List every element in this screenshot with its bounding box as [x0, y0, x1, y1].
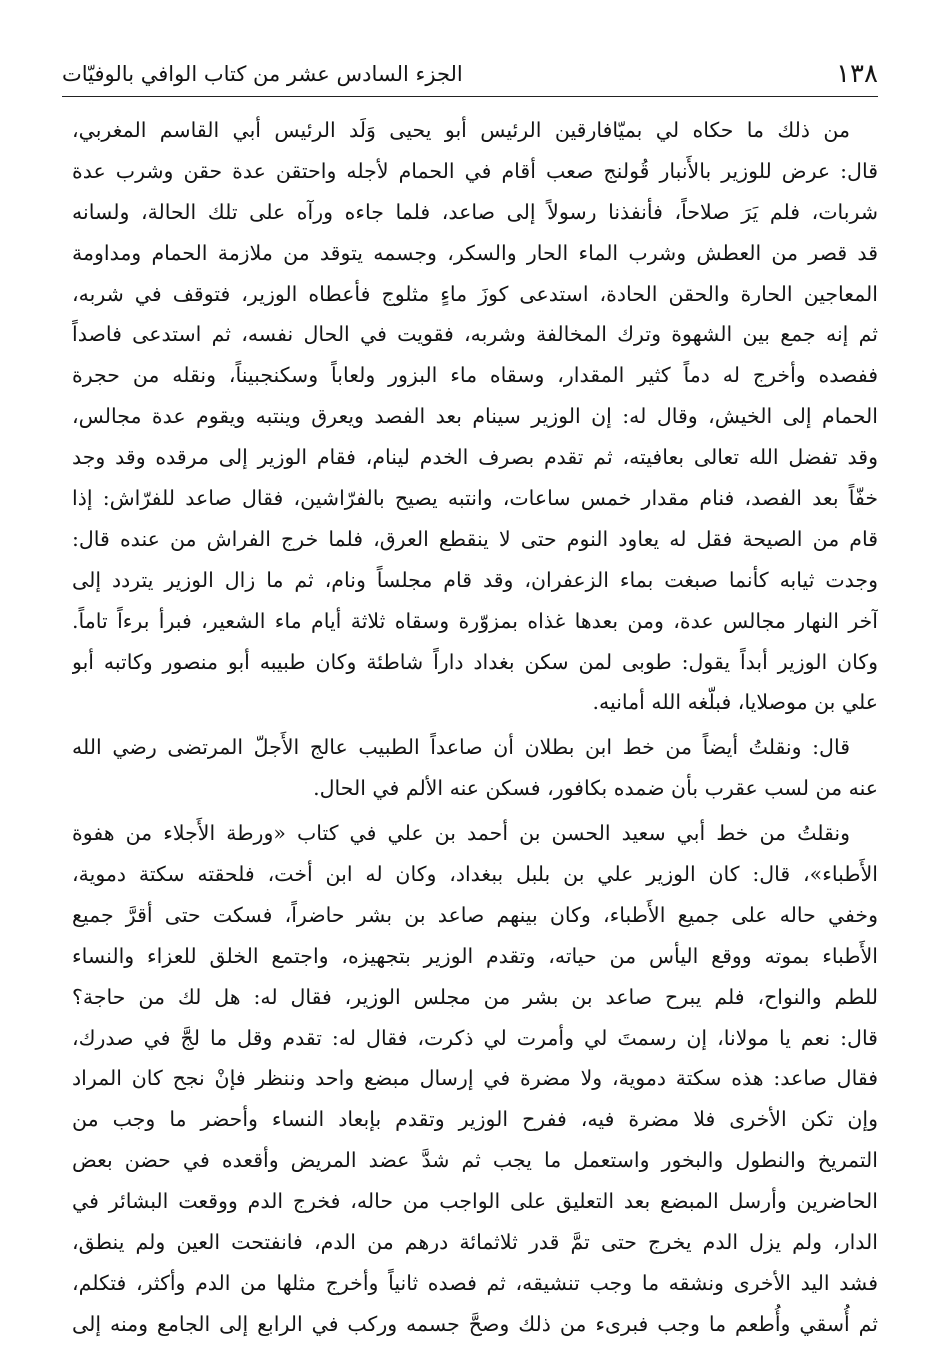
text-line: وخفي حاله على جميع الأَطباء، وكان بينهم صاعد بن بشر حاضراً، فسكت حتى أقرَّ جميع: [72, 902, 878, 927]
text-line: ونقلتُ من خط أبي سعيد الحسن بن أحمد بن علي في كتاب «ورطة الأَجلاء من هفوة: [72, 821, 850, 846]
text-line: الحمام إلى الخيش، وقال له: إن الوزير سينام بعد الفصد ويعرق وينتبه ويقوم عدة مجالس،: [72, 404, 878, 429]
paragraph-2: [72, 727, 878, 809]
text-line: قد قصر من العطش وشرب الماء الحار والسكر، وجسمه يتوقد من ملازمة الحمام ومداومة: [72, 240, 878, 265]
text-line: للطم والنواح، فلم يبرح صاعد بن بشر من مجلس الوزير، فقال له: هل لك من حاجة؟: [72, 984, 878, 1009]
text-line: من ذلك ما حكاه لي بميّافارقين الرئيس أبو يحيى وَلَد الرئيس أبي القاسم المغربي،: [72, 118, 850, 142]
paragraph-3: [72, 813, 878, 1345]
running-title: الجزء السادس عشر من كتاب الوافي بالوفيّات: [62, 62, 463, 86]
text-line: علي بن موصلايا، فبلّغه الله أمانيه.: [592, 690, 878, 715]
text-line: الحاضرين وأرسل المبضع بعد التعليق على الواجب من حاله، فخرج الدم ووقعت البشائر في: [72, 1189, 878, 1214]
text-line: وكان الوزير أبداً يقول: طوبى لمن سكن بغداد داراً شاطئة وكان طبيبه أبو منصور وكاتبه أبو: [72, 649, 878, 674]
text-line: فشد اليد الأخرى ونشقه ما وجب تنشيقه، ثم فصده ثانياً وأخرج مثلها من الدم وأكثر، فتكلم،: [72, 1270, 878, 1295]
text-line: خفّاً بعد الفصد، فنام مقدار خمس ساعات، وانتبه يصيح بالفرّاشين، فقال صاعد للفرّاش: إذا: [72, 486, 878, 511]
main-text: [72, 110, 878, 1345]
text-line: وإن تكن الأخرى فلا مضرة فيه، ففرح الوزير وتقدم بإبعاد النساء وأحضر ما وجب من: [72, 1107, 878, 1132]
running-header: [62, 52, 878, 97]
text-line: الأَطباء بموته ووقع اليأس من حياته، وتقدم الوزير بتجهيزه، واجتمع الخلق للعزاء والنساء: [72, 943, 878, 968]
text-line: قال: ونقلتُ أيضاً من خط ابن بطلان أن صاعداً الطبيب عالج الأَجلّ المرتضى رضي الله: [72, 735, 850, 760]
text-line: الدار، ولم يزل الدم يخرج حتى تمَّ قدر ثلاثمائة درهم من الدم، فانفتحت العين ولم ينطق،: [72, 1230, 878, 1255]
text-line: التمريخ والنطول والبخور واستعمل ما يجب ثم شدَّ عضد المريض وأقعده في حضن بعض: [72, 1148, 878, 1173]
paragraph-1: [72, 110, 878, 723]
text-line: ثم أُسقي وأُطعم ما وجب فبرىء من ذلك وصحَّ جسمه وركب في الرابع إلى الجامع ومنه إلى: [72, 1311, 878, 1336]
text-line: وقد تفضل الله تعالى بعافيته، ثم تقدم بصرف الخدم لينام، فقام الوزير إلى مرقده وقد وجد: [72, 445, 878, 470]
page-number: ١٣٨: [836, 59, 878, 89]
text-line: ثم إنه جمع بين الشهوة وترك المخالفة وشربه، فقويت في الحال نفسه، ثم استدعى فاصداً: [72, 322, 878, 347]
text-line: شربات، فلم يَرَ صلاحاً، فأنفذنا رسولاً إلى صاعد، فلما جاءه ورآه على تلك الحالة، ولسانه: [72, 199, 878, 224]
text-line: ففصده وأخرج له دماً كثير المقدار، وسقاه ماء البزور ولعاباً وسكنجبيناً، ونقله من حجرة: [72, 363, 878, 388]
text-line: عنه من لسب عقرب بأن ضمده بكافور، فسكن عنه الألم في الحال.: [313, 776, 878, 801]
text-line: المعاجين الحارة والحقن الحادة، استدعى كوزَ ماءٍ مثلوج فأعطاه الوزير، فتوقف في شربه،: [72, 281, 878, 306]
text-line: قام من الصيحة فقل له يعاود النوم حتى لا ينقطع العرق، فلما خرج الفراش من عنده قال:: [72, 526, 878, 551]
text-line: آخر النهار مجالس عدة، ومن بعدها غذاه بمزوّرة وسقاه ثلاثة أيام ماء الشعير، فبرأ برءاً تاماً.: [72, 608, 878, 633]
text-line: الأَطباء»، قال: كان الوزير علي بن بلبل ببغداد، وكان له ابن أخت، فلحقته سكتة دموية،: [72, 862, 878, 887]
text-line: فقال صاعد: هذه سكتة دموية، ولا مضرة في إرسال مبضع واحد وننظر فإنْ نجح كان المراد: [72, 1066, 878, 1091]
text-line: قال: عرض للوزير بالأَنبار قُولنج صعب أقام في الحمام لأجله واحتقن عدة حقن وشرب عدة: [72, 158, 878, 183]
text-line: وجدت ثيابه كأنما صبغت بماء الزعفران، وقد قام مجلساً ونام، ثم ما زال الوزير يتردد إلى: [72, 567, 878, 592]
text-line: قال: نعم يا مولانا، إن رسمتَ لي وأمرت لي ذكرت، فقال له: تقدم وقل ما لجَّ في صدرك،: [72, 1025, 878, 1050]
